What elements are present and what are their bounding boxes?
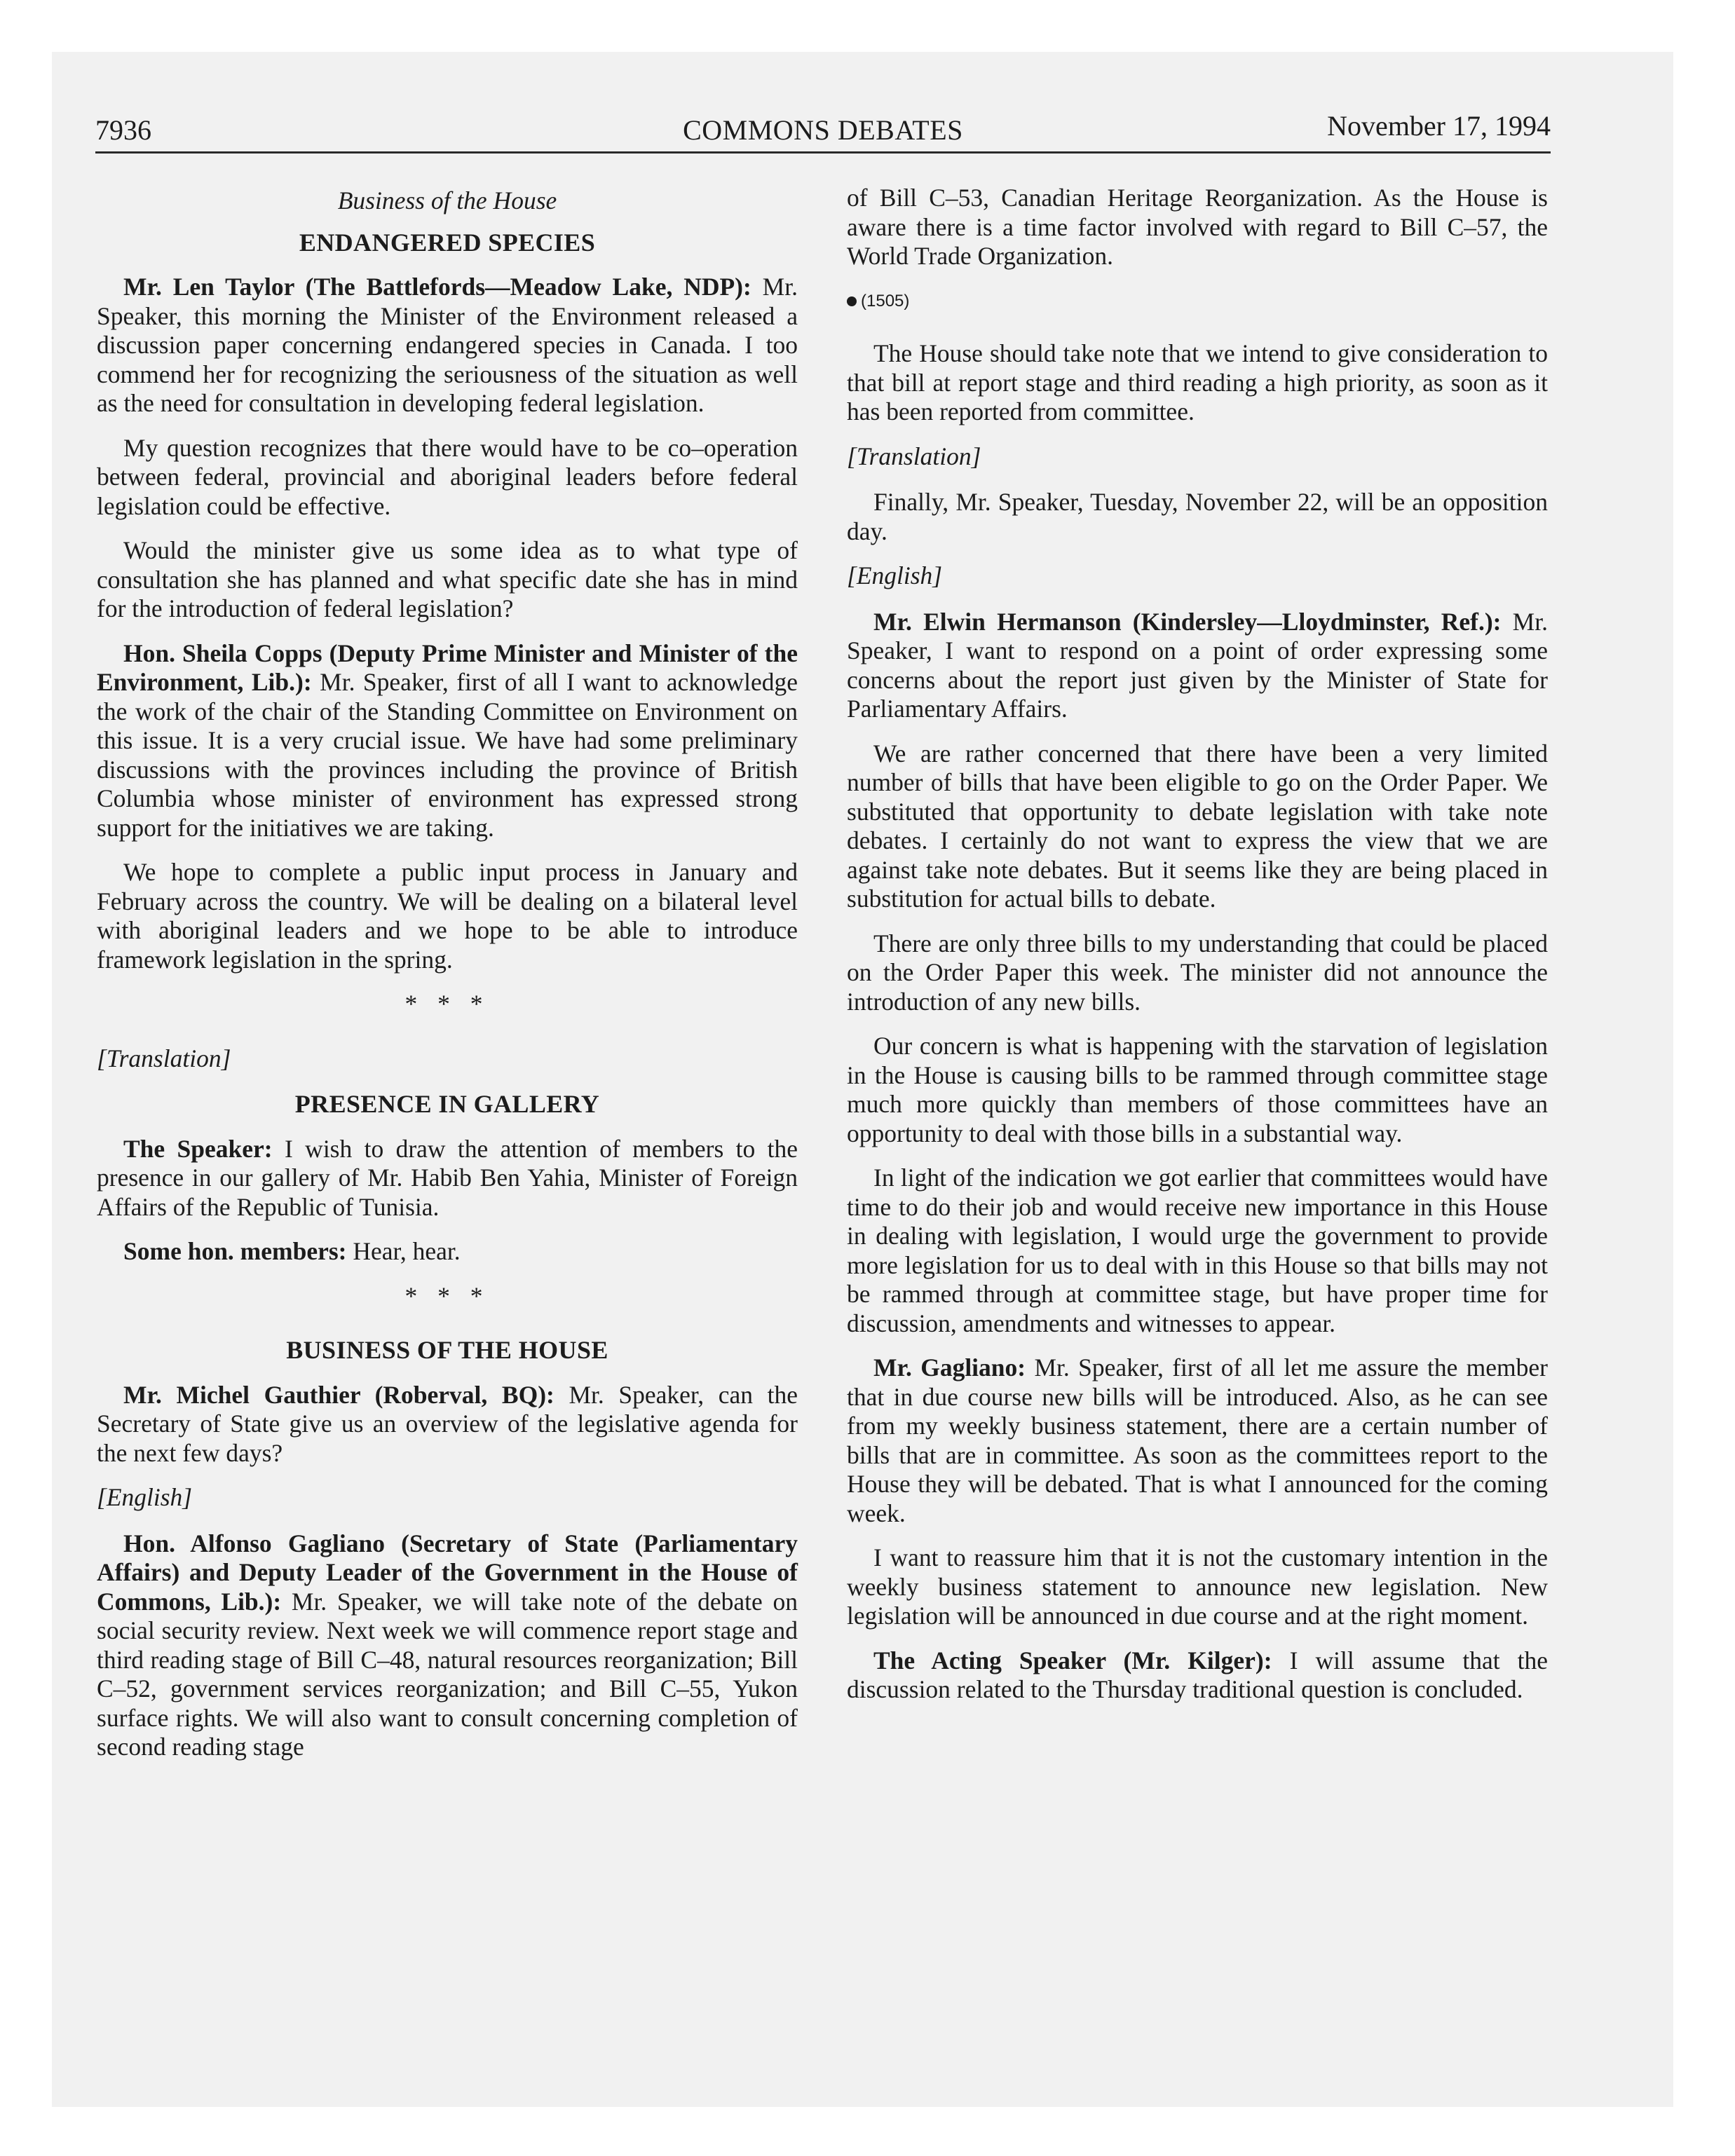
paragraph: There are only three bills to my understanding that could be placed on the Order Paper this week. The minister did not announce the introduction of any new bills. <box>847 929 1548 1016</box>
paragraph: Finally, Mr. Speaker, Tuesday, November 22, will be an opposition day. <box>847 488 1548 545</box>
paragraph <box>97 273 798 418</box>
section-caption: Business of the House <box>337 186 557 214</box>
speaker-name: Mr. Michel Gauthier (Roberval, BQ): <box>123 1380 554 1409</box>
language-note: [English] <box>847 561 943 589</box>
speaker-name: Hon. Alfonso Gagliano (Secretary of State (Parliamentary Affairs) and Deputy Leader of the Government in the House of Commons, Lib.): <box>97 1529 798 1616</box>
heading-presence-in-gallery: PRESENCE IN GALLERY <box>294 1090 600 1118</box>
speech-text: Mr. Speaker, this morning the Minister of the Environment released a discussion paper concerning endangered species in Canada. I too commend her for recognizing the seriousness of the situation as well as the need for consultation in developing federal legislation. <box>97 273 798 417</box>
paragraph <box>97 1237 798 1267</box>
page-number: 7936 <box>95 114 151 146</box>
paragraph: In light of the indication we got earlier that committees would have time to do their job and would receive new importance in this House in dealing with legislation, I would urge the government to provide more legislation for us to deal with in this House so that bills may not be rammed through at committee stage, but have proper time for discussion, amendments and witnesses to appear. <box>847 1164 1548 1337</box>
speech-text: Hear, hear. <box>346 1237 461 1265</box>
speaker-name: Mr. Gagliano: <box>873 1353 1026 1381</box>
time-marker-text: (1505) <box>861 291 910 311</box>
paragraph: The House should take note that we intend to give consideration to that bill at report stage and third reading a high priority, as soon as it has been reported from committee. <box>847 339 1548 425</box>
heading-endangered-species: ENDANGERED SPECIES <box>299 228 596 257</box>
paragraph: Our concern is what is happening with the starvation of legislation in the House is causing bills to be rammed through committee stage much more quickly than members of those committees have an opportunity to deal with those bills in a substantial way. <box>847 1032 1548 1147</box>
heading-business-of-the-house: BUSINESS OF THE HOUSE <box>286 1336 608 1364</box>
paragraph: We hope to complete a public input process in January and February across the country. We will be dealing on a bilateral level with aboriginal leaders and we hope to be able to introduce framework legislation in the spring. <box>97 858 798 974</box>
left-column <box>97 184 798 1778</box>
speaker-name: The Speaker: <box>123 1134 273 1163</box>
paragraph <box>847 1646 1548 1705</box>
publication-title: COMMONS DEBATES <box>683 114 963 146</box>
right-column <box>847 184 1548 1720</box>
publication-date: November 17, 1994 <box>1327 110 1551 142</box>
bullet-icon <box>847 296 857 306</box>
speech-text: I wish to draw the attention of members to the presence in our gallery of Mr. Habib Ben Yahia, Minister of Foreign Affairs of the Republic of Tunisia. <box>97 1134 798 1221</box>
speech-text: Mr. Speaker, I want to respond on a point of order expressing some concerns about the report just given by the Minister of State for Parliamentary Affairs. <box>847 607 1548 723</box>
speaker-name: Mr. Len Taylor (The Battlefords—Meadow Lake, NDP): <box>123 273 751 301</box>
section-separator: * * * <box>404 990 490 1018</box>
paragraph <box>847 1353 1548 1528</box>
paragraph <box>97 1381 798 1468</box>
speech-text: Mr. Speaker, we will take note of the debate on social security review. Next week we will commence report stage and third reading stage of Bill C–48, natural resources reorganization; Bill C–52, government services reorganization; and Bill C–55, Yukon surface rights. We will also want to consult concerning completion of second reading stage <box>97 1587 798 1761</box>
speech-text: Mr. Speaker, can the Secretary of State give us an overview of the legislative agenda for the next few days? <box>97 1380 798 1467</box>
speaker-name: Some hon. members: <box>123 1237 347 1265</box>
paragraph <box>97 639 798 843</box>
section-separator: * * * <box>404 1281 490 1310</box>
paragraph: I want to reassure him that it is not the customary intention in the weekly business statement to announce new legislation. New legislation will be announced in due course and at the right moment. <box>847 1543 1548 1630</box>
language-note: [English] <box>97 1483 193 1511</box>
speaker-name: Hon. Sheila Copps (Deputy Prime Minister and Minister of the Environment, Lib.): <box>97 639 798 696</box>
speech-text: Mr. Speaker, first of all let me assure the member that in due course new bills will be introduced. Also, as he can see from my weekly business statement, there are a certain number of bills that are in committee. As soon as the committees report to the House they will be debated. That is what I announced for the coming week. <box>847 1353 1548 1527</box>
paragraph <box>97 1529 798 1762</box>
paragraph: My question recognizes that there would have to be co–operation between federal, provincial and aboriginal leaders before federal legislation could be effective. <box>97 433 798 520</box>
speech-text: I will assume that the discussion related to the Thursday traditional question is concluded. <box>847 1646 1548 1703</box>
paragraph: of Bill C–53, Canadian Heritage Reorganization. As the House is aware there is a time factor involved with regard to Bill C–57, the World Trade Organization. <box>847 184 1548 270</box>
page-header <box>95 109 1551 153</box>
paragraph <box>97 1135 798 1222</box>
language-note: [Translation] <box>847 442 981 470</box>
paragraph: Would the minister give us some idea as to what type of consultation she has planned and what specific date she has in mind for the introduction of federal legislation? <box>97 536 798 622</box>
speaker-name: Mr. Elwin Hermanson (Kindersley—Lloydminster, Ref.): <box>873 607 1502 636</box>
speech-text: Mr. Speaker, first of all I want to acknowledge the work of the chair of the Standing Committee on Environment on this issue. It is a very crucial issue. We have had some preliminary discussions with the provinces including the province of British Columbia whose minister of environment has expressed strong support for the initiatives we are taking. <box>97 668 798 842</box>
paragraph: We are rather concerned that there have been a very limited number of bills that have been eligible to go on the Order Paper. We substituted that opportunity to debate legislation with take note debates. I certainly do not want to express the view that we are against take note debates. But it seems like they are being placed in substitution for actual bills to debate. <box>847 739 1548 913</box>
paragraph <box>847 608 1548 724</box>
speaker-name: The Acting Speaker (Mr. Kilger): <box>873 1646 1272 1674</box>
time-marker <box>847 287 1548 316</box>
language-note: [Translation] <box>97 1044 231 1072</box>
